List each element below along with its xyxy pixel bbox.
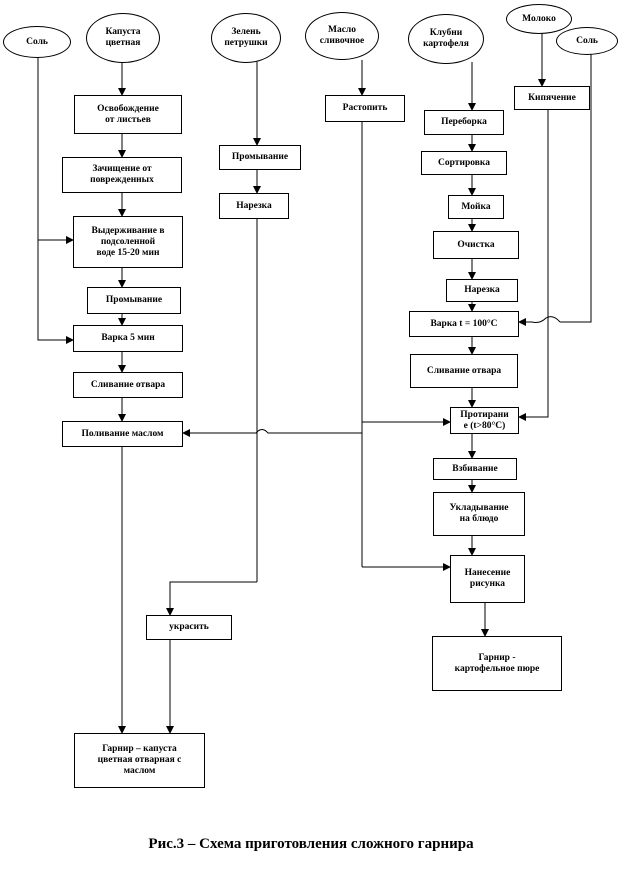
step-decorate: украсить	[146, 615, 232, 640]
step-rinse: Промывание	[87, 287, 181, 314]
step-drain: Сливание отвара	[73, 372, 183, 398]
step-sort-through: Переборка	[424, 110, 504, 135]
input-milk: Молоко	[506, 4, 572, 34]
line-milk-to-mash	[519, 110, 548, 417]
input-butter: Масло сливочное	[305, 12, 379, 60]
input-salt-left: Соль	[3, 26, 71, 58]
step-whip: Взбивание	[433, 458, 517, 480]
step-milk-boil: Кипячение	[514, 86, 590, 110]
line-salt-to-boil	[519, 317, 560, 323]
step-mash: Протирани е (t>80°С)	[450, 407, 519, 434]
line-butter-to-pour	[183, 430, 362, 434]
step-boil: Варка 5 мин	[73, 325, 183, 352]
step-plate: Укладывание на блюдо	[433, 492, 525, 536]
step-free-leaves: Освобождение от листьев	[74, 95, 182, 134]
step-parsley-cut: Нарезка	[219, 193, 289, 219]
result-cauliflower: Гарнир – капуста цветная отварная с маслом	[74, 733, 205, 788]
step-pattern: Нанесение рисунка	[450, 555, 525, 603]
line-salt-left	[38, 57, 73, 340]
input-cabbage: Капуста цветная	[86, 13, 160, 63]
step-potato-boil: Варка t = 100°С	[409, 311, 519, 337]
step-peel: Очистка	[433, 231, 519, 259]
step-parsley-rinse: Промывание	[219, 145, 301, 170]
step-melt-butter: Растопить	[325, 95, 405, 122]
figure-caption: Рис.3 – Схема приготовления сложного гарнира	[148, 836, 474, 852]
line-parsley-to-decorate	[170, 582, 257, 615]
step-pour-butter: Поливание маслом	[62, 421, 183, 447]
step-soak-salted: Выдерживание в подсоленной воде 15-20 мин	[73, 216, 183, 268]
step-clean-damaged: Зачищение от поврежденных	[62, 157, 182, 193]
step-sort: Сортировка	[421, 151, 507, 175]
step-potato-drain: Сливание отвара	[410, 354, 518, 388]
step-wash: Мойка	[448, 195, 504, 219]
step-potato-cut: Нарезка	[446, 279, 518, 302]
input-parsley: Зелень петрушки	[211, 13, 281, 63]
result-mashed-potato: Гарнир - картофельное пюре	[432, 636, 562, 691]
input-salt-right: Соль	[556, 27, 618, 55]
input-potato: Клубни картофеля	[408, 14, 484, 64]
